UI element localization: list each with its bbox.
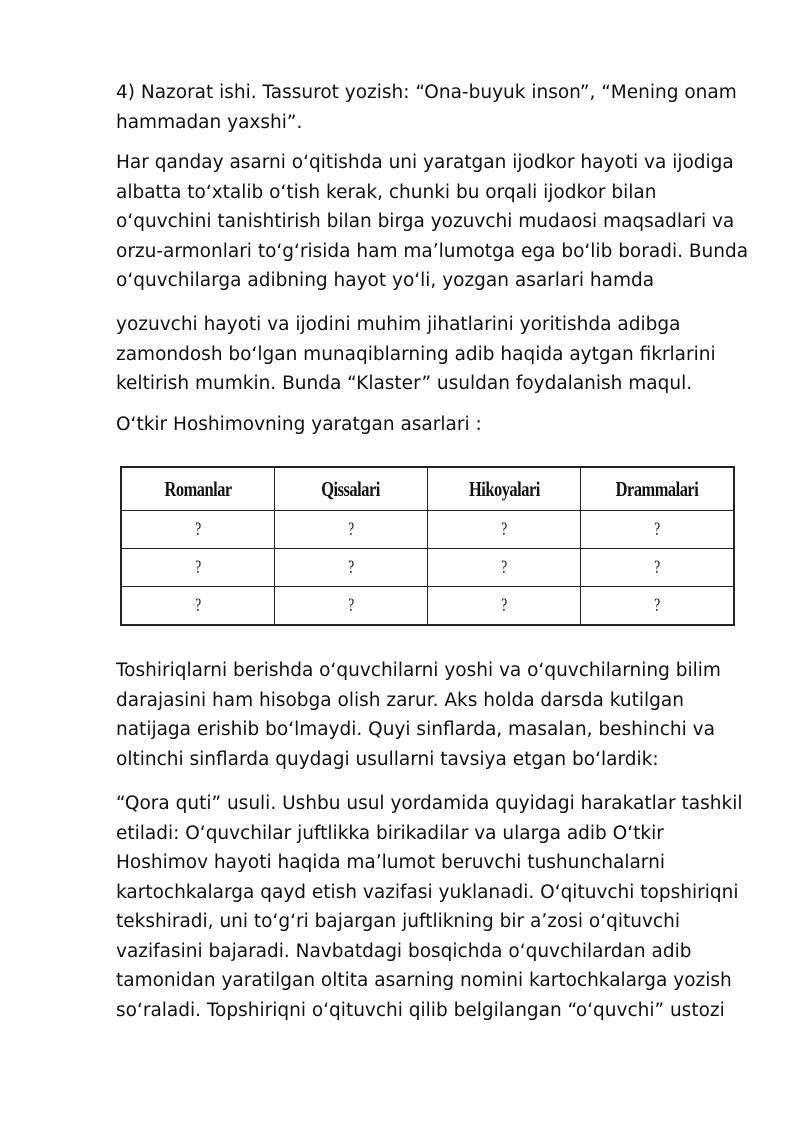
- table-cell: ?: [121, 549, 274, 587]
- table-header-row: [121, 467, 734, 511]
- table-row: [121, 587, 734, 626]
- table-cell: ?: [274, 549, 427, 587]
- table-cell: ?: [428, 549, 581, 587]
- paragraph-works-heading: Oʻtkir Hoshimovning yaratgan asarlari :: [116, 414, 482, 435]
- table-cell: ?: [581, 549, 734, 587]
- header-cell: Romanlar: [121, 467, 274, 511]
- header-cell: Drammalari: [581, 467, 734, 511]
- table-cell: ?: [121, 587, 274, 626]
- paragraph-intro: Har qanday asarni oʻqitishda uni yaratgan ijodkor hayoti va ijodiga albatta toʻxtalib oʻtish kerak, chunki bu orqali ijodkor bilan oʻquvchini tanishtirish bilan birga yozuvchi mudaosi maqsadlari va orzu-armonlari toʻgʻrisida ham maʼlumotga ega boʻlib boradi. Bunda oʻquvchilarga adibning hayot yoʻli, yozgan asarlari hamda: [116, 152, 749, 291]
- table-row: [121, 549, 734, 587]
- table-cell: ?: [581, 511, 734, 549]
- paragraph-tasks-advice: Toshiriqlarni berishda oʻquvchilarni yoshi va oʻquvchilarning bilim darajasini ham hisobga olish zarur. Aks holda darsda kutilgan natijaga erishib boʻlmaydi. Quyi sinflarda, masalan, beshinchi va oltinchi sinflarda quydagi usullarni tavsiya etgan boʻlardik:: [116, 660, 721, 770]
- table-cell: ?: [581, 587, 734, 626]
- table-cell: ?: [428, 587, 581, 626]
- paragraph-qora-quti: “Qora quti” usuli. Ushbu usul yordamida quyidagi harakatlar tashkil etiladi: Oʻquvchilar juftlikka birikadilar va ularga adib Oʻtkir Hoshimov hayoti haqida maʼlumot beruvchi tushunchalarni kartochkalarga qayd etish vazifasi yuklanadi. Oʻqituvchi topshiriqni tekshiradi, uni toʻgʻri bajargan juftlikning bir aʼzosi oʻqituvchi vazifasini bajaradi. Navbatdagi bosqichda oʻquvchilardan adib tamonidan yaratilgan oltita asarning nomini kartochkalarga yozish soʻraladi. Topshiriqni oʻqituvchi qilib belgilangan “oʻquvchi” ustozi: [116, 793, 743, 1021]
- table-cell: ?: [274, 587, 427, 626]
- paragraph-task: 4) Nazorat ishi. Tassurot yozish: “Ona-buyuk inson”, “Mening onam hammadan yaxshi”.: [116, 82, 737, 133]
- header-cell: Qissalari: [274, 467, 427, 511]
- header-cell: Hikoyalari: [428, 467, 581, 511]
- table-cell: ?: [121, 511, 274, 549]
- paragraph-klaster: yozuvchi hayoti va ijodini muhim jihatlarini yoritishda adibga zamondosh boʻlgan munaqiblarning adib haqida aytgan fikrlarini keltirish mumkin. Bunda “Klaster” usuldan foydalanish maqul.: [116, 314, 716, 394]
- table-cell: ?: [428, 511, 581, 549]
- table-row: [121, 511, 734, 549]
- works-table: [120, 466, 735, 626]
- table-cell: ?: [274, 511, 427, 549]
